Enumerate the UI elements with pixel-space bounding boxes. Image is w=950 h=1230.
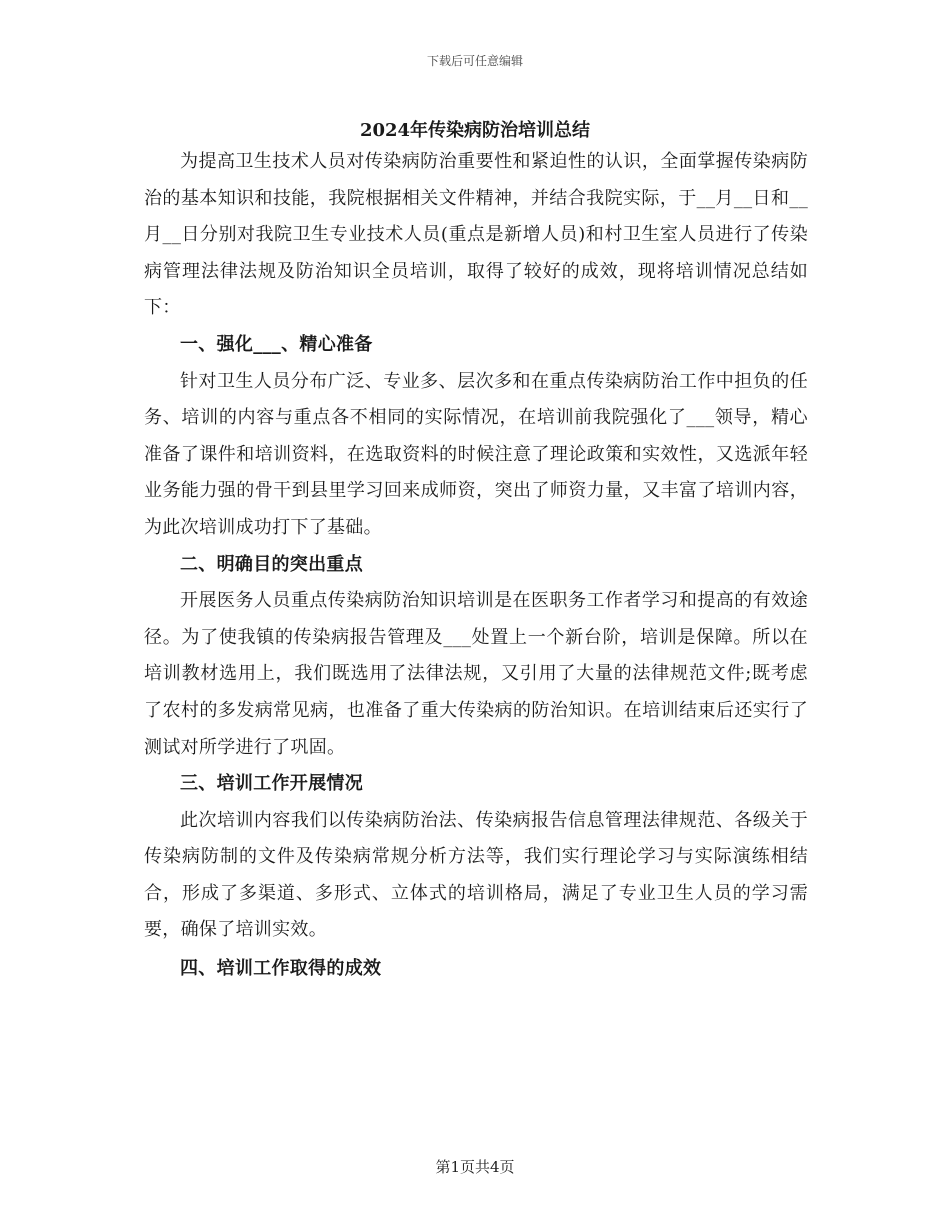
section-heading-1: 一、强化___、精心准备 <box>180 333 373 355</box>
document-title: 2024年传染病防治培训总结 <box>359 120 591 141</box>
section-body-3: 此次培训内容我们以传染病防治法、传染病报告信息管理法律规范、各级关于传染病防制的文件及传染病常规分析方法等，我们实行理论学习与实际演练相结合，形成了多渠道、多形式、立体式的培训格局，满足了专业卫生人员的学习需要，确保了培训实效。 <box>144 809 808 941</box>
section-heading-4: 四、培训工作取得的成效 <box>180 958 382 980</box>
document-body <box>144 144 808 988</box>
section-heading-3: 三、培训工作开展情况 <box>180 773 363 795</box>
section-heading-2: 二、明确目的突出重点 <box>180 553 363 575</box>
intro-paragraph: 为提高卫生技术人员对传染病防治重要性和紧迫性的认识，全面掌握传染病防治的基本知识和技能，我院根据相关文件精神，并结合我院实际，于__月__日和__月__日分别对我院卫生专业技术人员(重点是新增人员)和村卫生室人员进行了传染病管理法律法规及防治知识全员培训，取得了较好的成效，现将培训情况总结如下： <box>144 151 808 319</box>
section-body-1: 针对卫生人员分布广泛、专业多、层次多和在重点传染病防治工作中担负的任务、培训的内容与重点各不相同的实际情况，在培训前我院强化了___领导，精心准备了课件和培训资料，在选取资料的时候注意了理论政策和实效性，又选派年轻业务能力强的骨干到县里学习回来成师资，突出了师资力量，又丰富了培训内容，为此次培训成功打下了基础。 <box>144 370 808 538</box>
section-body-2: 开展医务人员重点传染病防治知识培训是在医职务工作者学习和提高的有效途径。为了使我镇的传染病报告管理及___处置上一个新台阶，培训是保障。所以在培训教材选用上，我们既选用了法律法规，又引用了大量的法律规范文件;既考虑了农村的多发病常见病，也准备了重大传染病的防治知识。在培训结束后还实行了测试对所学进行了巩固。 <box>144 590 808 758</box>
page-header-note: 下载后可任意编辑 <box>426 54 523 68</box>
page-footer-number: 第1页共4页 <box>435 1158 515 1176</box>
